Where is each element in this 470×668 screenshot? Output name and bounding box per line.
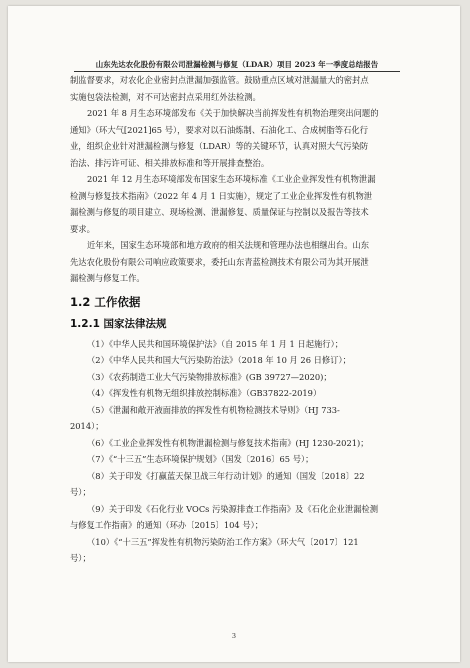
law-item	[70, 369, 400, 386]
text-line: 漏检测与修复的项目建立、现场检测、泄漏修复、质量保证与控制以及报告等技术	[70, 207, 369, 217]
text-line: 与修复工作指南》的通知（环办〔2015〕104 号）；	[70, 520, 264, 530]
text-line: 检测与修复技术指南》（2022 年 4 月 1 日实施），规定了工业企业挥发性有机物泄	[70, 190, 373, 201]
text-line: （9）关于印发《石化行业 VOCs 污染源排查工作指南》及《石化企业泄漏检测	[87, 503, 379, 514]
text-line: 先达农化股份有限公司响应政策要求，委托山东青蓝检测技术有限公司为其开展泄	[70, 256, 369, 267]
text-line: （6）《工业企业挥发性有机物泄漏检测与修复技术指南》(HJ 1230-2021)；	[87, 437, 369, 448]
paragraph	[70, 171, 400, 237]
text-line: （2）《中华人民共和国大气污染防治法》（2018 年 10 月 26 日修订）；	[87, 355, 351, 365]
text-line: （5）《泄漏和敞开液面排放的挥发性有机物检测技术导则》（HJ 733-	[87, 404, 340, 415]
text-line: 通知》（环大气[2021]65 号），要求对以石油炼制、石油化工、合成树脂等石化行	[70, 124, 368, 135]
text-line: （4）《挥发性有机物无组织排放控制标准》（GB37822-2019）	[87, 388, 322, 398]
text-line: 漏检测与修复工作。	[70, 273, 145, 283]
text-line: （7）《“十三五”生态环境保护规划》（国发〔2016〕65 号）；	[87, 454, 314, 464]
law-item	[70, 352, 400, 369]
text-line: 实施包袋法检测，对不可达密封点采用红外法检测。	[70, 91, 261, 102]
text-line: 号）；	[70, 553, 91, 563]
law-item	[70, 336, 400, 353]
text-line: 2021 年 8 月生态环境部发布《关于加快解决当前挥发性有机物治理突出问题的	[87, 108, 379, 118]
law-item	[70, 451, 400, 468]
text-line: （1）《中华人民共和国环境保护法》（自 2015 年 1 月 1 日起施行）；	[87, 338, 344, 349]
subsection-heading: 1.2.1 国家法律法规	[70, 317, 167, 330]
text-line: 要求。	[70, 223, 95, 234]
law-item	[70, 468, 400, 501]
section-heading: 1.2 工作依据	[70, 294, 141, 309]
paragraph	[70, 237, 400, 287]
paragraph	[70, 105, 400, 171]
law-item	[70, 501, 400, 534]
text-line: （8）关于印发《打赢蓝天保卫战三年行动计划》的通知（国发〔2018〕22	[87, 470, 365, 481]
law-item	[70, 402, 400, 435]
text-line: 2021 年 12 月生态环境部发布国家生态环境标准《工业企业挥发性有机物泄漏	[87, 174, 376, 184]
document-page	[8, 6, 460, 662]
law-item	[70, 534, 400, 567]
text-line: 号）；	[70, 487, 91, 497]
page-body	[70, 72, 400, 567]
running-header: 山东先达农化股份有限公司泄漏检测与修复（LDAR）项目 2023 年一季度总结报告	[95, 60, 379, 69]
text-line: （10）《“十三五”挥发性有机物污染防治工作方案》（环大气〔2017〕121	[87, 536, 359, 547]
text-line: 业，组织企业针对泄漏检测与修复（LDAR）等的关键环节，认真对照大气污染防	[70, 141, 369, 151]
text-line: 治法、排污许可证、相关排放标准和等开展排查整治。	[70, 157, 270, 168]
law-item	[70, 385, 400, 402]
text-line: 近年来，国家生态环境部和地方政府的相关法规和管理办法也相继出台。山东	[87, 240, 370, 250]
paragraph	[70, 72, 400, 105]
page-number: 3	[231, 632, 237, 640]
text-line: 2014）；	[70, 421, 104, 431]
text-line: （3）《农药制造工业大气污染物排放标准》(GB 39727—2020)；	[87, 371, 332, 382]
law-item	[70, 435, 400, 452]
text-line: 制监督要求，对农化企业密封点泄漏加强监管。鼓励重点区域对泄漏量大的密封点	[70, 75, 369, 85]
